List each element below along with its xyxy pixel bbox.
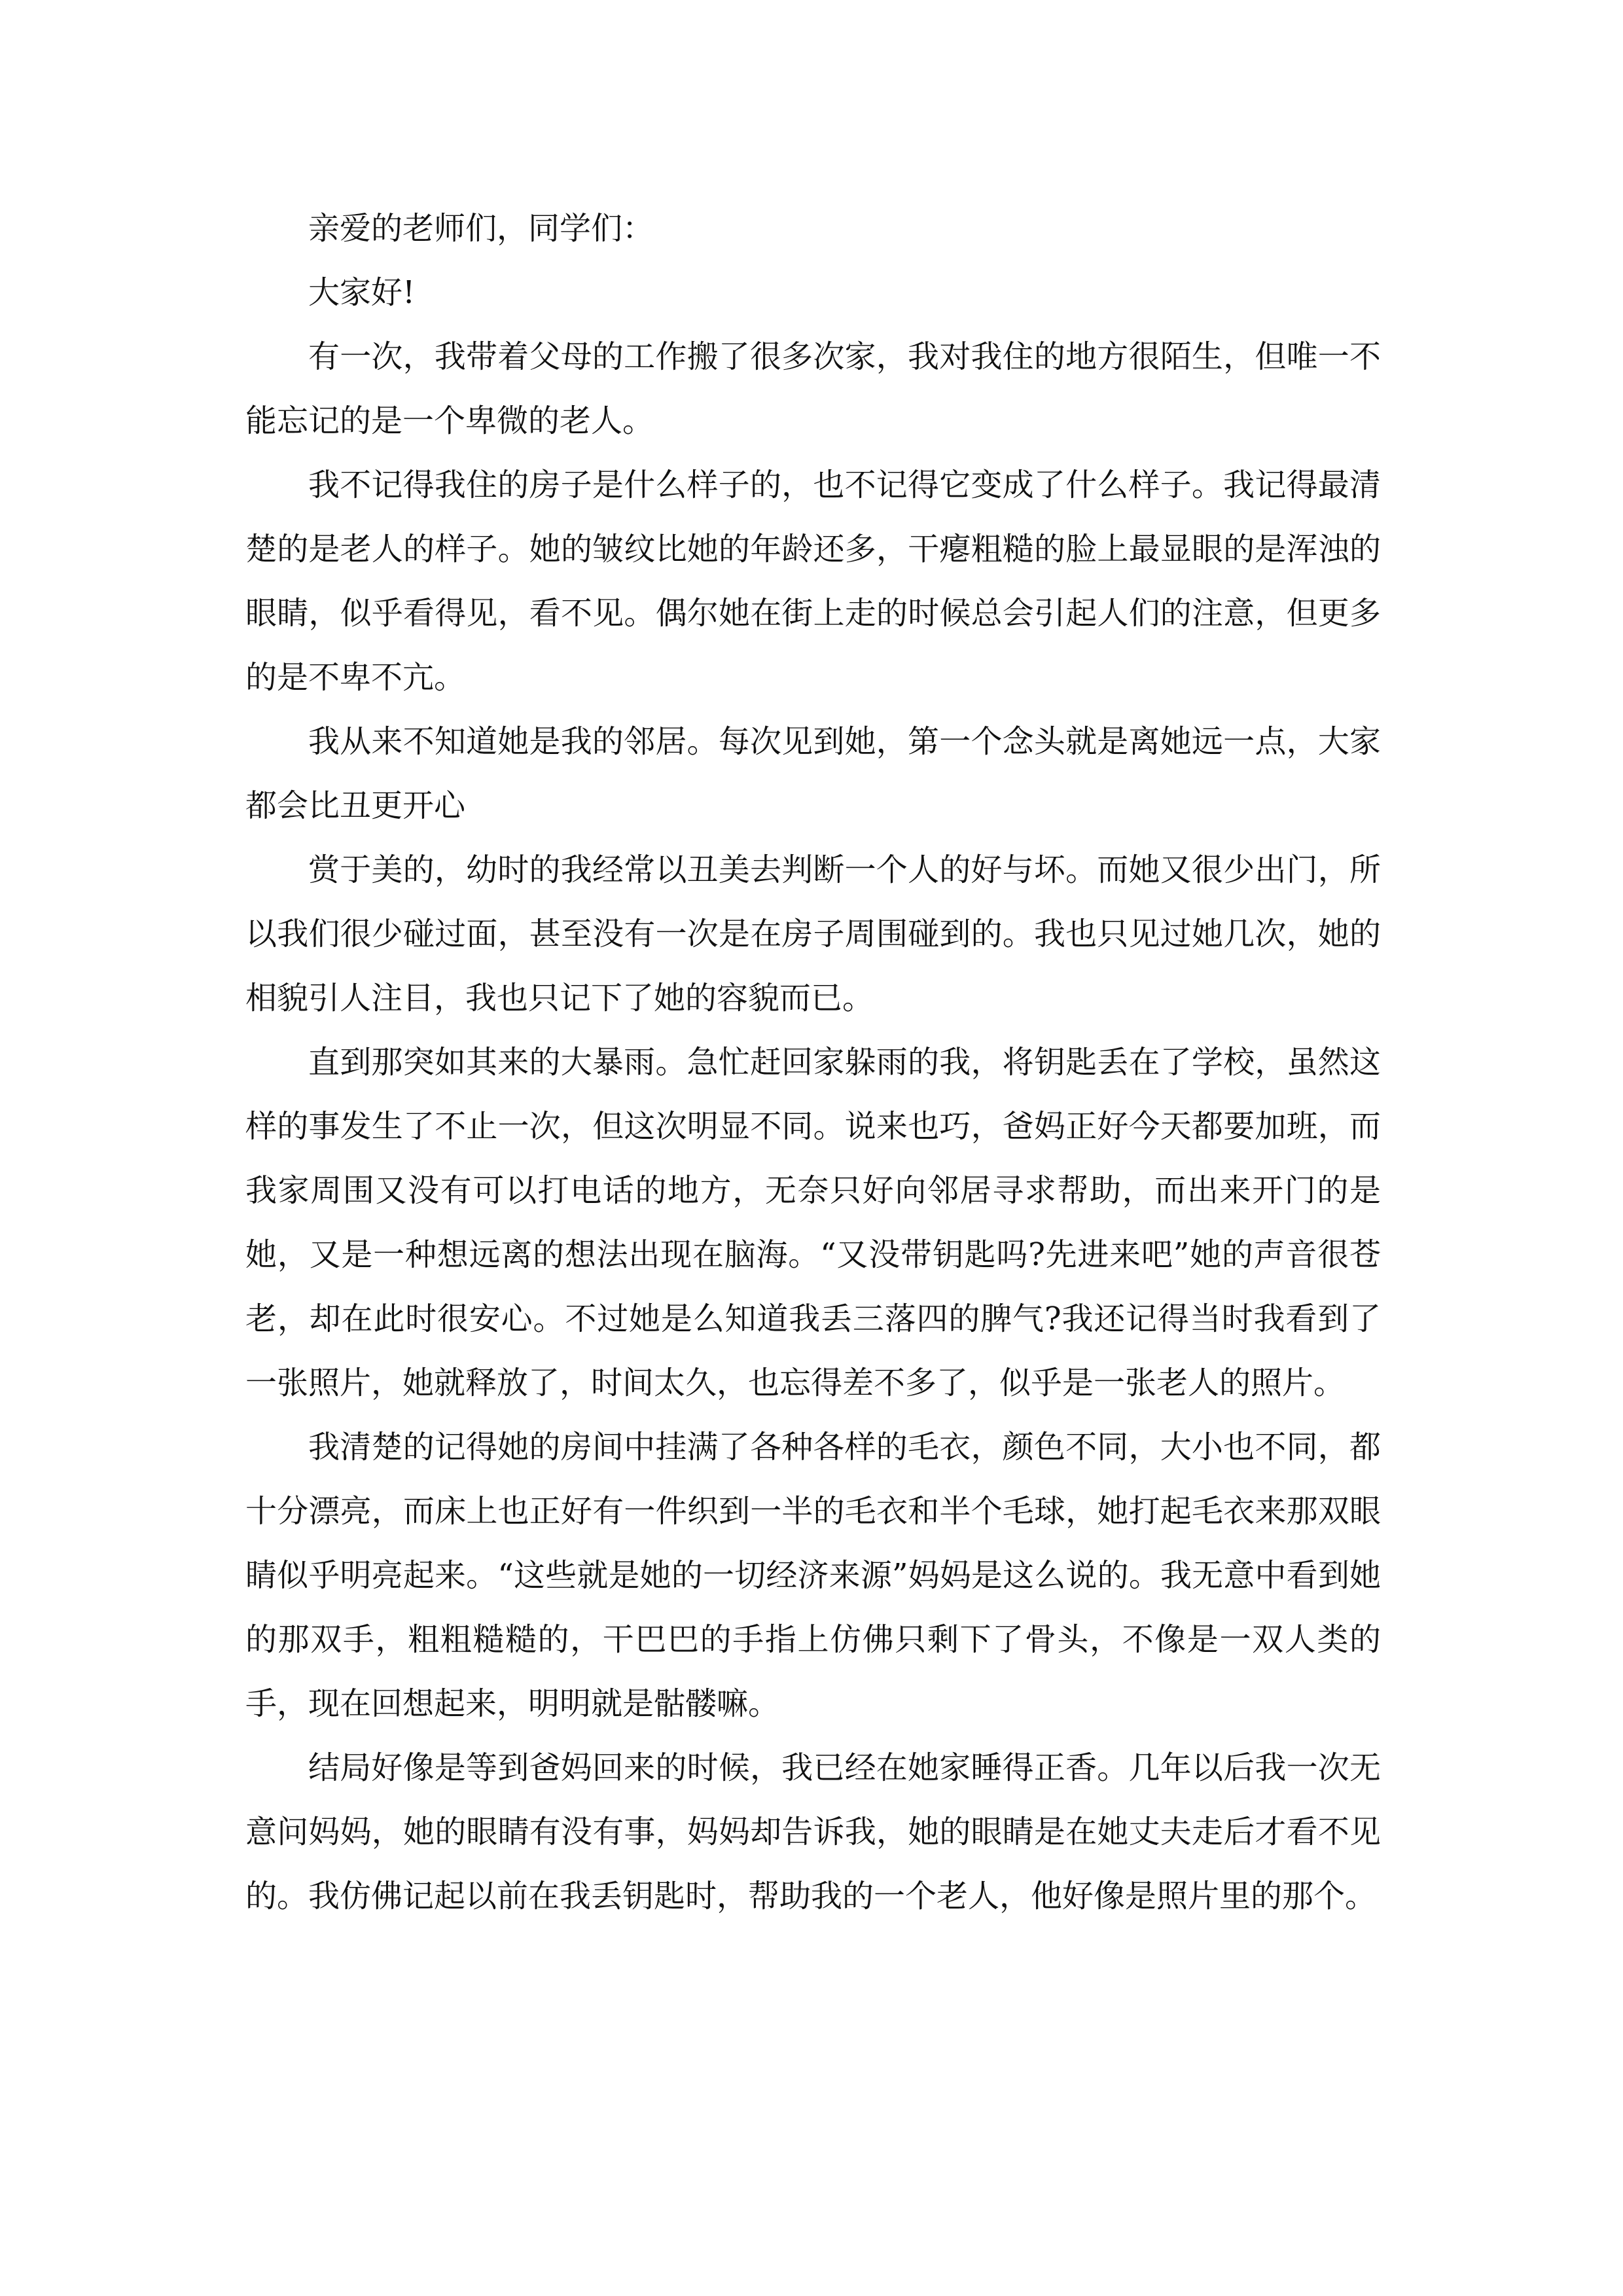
greeting: 大家好! xyxy=(308,274,416,311)
paragraph: 直到那突如其来的大暴雨。急忙赶回家躲雨的我，将钥匙丢在了学校，虽然这样的事发生了不止一次，但这次明显不同。说来也巧，爸妈正好今天都要加班，而我家周围又没有可以打电话的地方，无奈只好向邻居寻求帮助，而出来开门的是她，又是一种想远离的想法出现在脑海。“又没带钥匙吗?先进来吧”她的声音很苍老，却在此时很安心。不过她是么知道我丢三落四的脾气?我还记得当时我看到了一张照片，她就释放了，时间太久，也忘得差不多了，似乎是一张老人的照片。 xyxy=(245,1044,1381,1401)
paragraph: 我清楚的记得她的房间中挂满了各种各样的毛衣，颜色不同，大小也不同，都十分漂亮，而床上也正好有一件织到一半的毛衣和半个毛球，她打起毛衣来那双眼睛似乎明亮起来。“这些就是她的一切经济来源”妈妈是这么说的。我无意中看到她的那双手，粗粗糙糙的，干巴巴的手指上仿佛只剩下了骨头，不像是一双人类的手，现在回想起来，明明就是骷髅嘛。 xyxy=(245,1429,1381,1722)
speech-body xyxy=(245,196,1381,1928)
salutation: 亲爱的老师们，同学们： xyxy=(308,210,654,247)
paragraph: 有一次，我带着父母的工作搬了很多次家，我对我住的地方很陌生，但唯一不能忘记的是一个卑微的老人。 xyxy=(245,338,1381,439)
paragraph: 结局好像是等到爸妈回来的时候，我已经在她家睡得正香。几年以后我一次无意问妈妈，她的眼睛有没有事，妈妈却告诉我，她的眼睛是在她丈夫走后才看不见的。我仿佛记起以前在我丢钥匙时，帮助我的一个老人，他好像是照片里的那个。 xyxy=(245,1749,1381,1914)
paragraph: 我从来不知道她是我的邻居。每次见到她，第一个念头就是离她远一点，大家都会比丑更开心 xyxy=(245,723,1381,824)
paragraph: 我不记得我住的房子是什么样子的，也不记得它变成了什么样子。我记得最清楚的是老人的样子。她的皱纹比她的年龄还多，干瘪粗糙的脸上最显眼的是浑浊的眼睛，似乎看得见，看不见。偶尔她在街上走的时候总会引起人们的注意，但更多的是不卑不亢。 xyxy=(245,467,1381,696)
paragraph: 赏于美的，幼时的我经常以丑美去判断一个人的好与坏。而她又很少出门，所以我们很少碰过面，甚至没有一次是在房子周围碰到的。我也只见过她几次，她的相貌引人注目，我也只记下了她的容貌而已。 xyxy=(245,852,1381,1016)
